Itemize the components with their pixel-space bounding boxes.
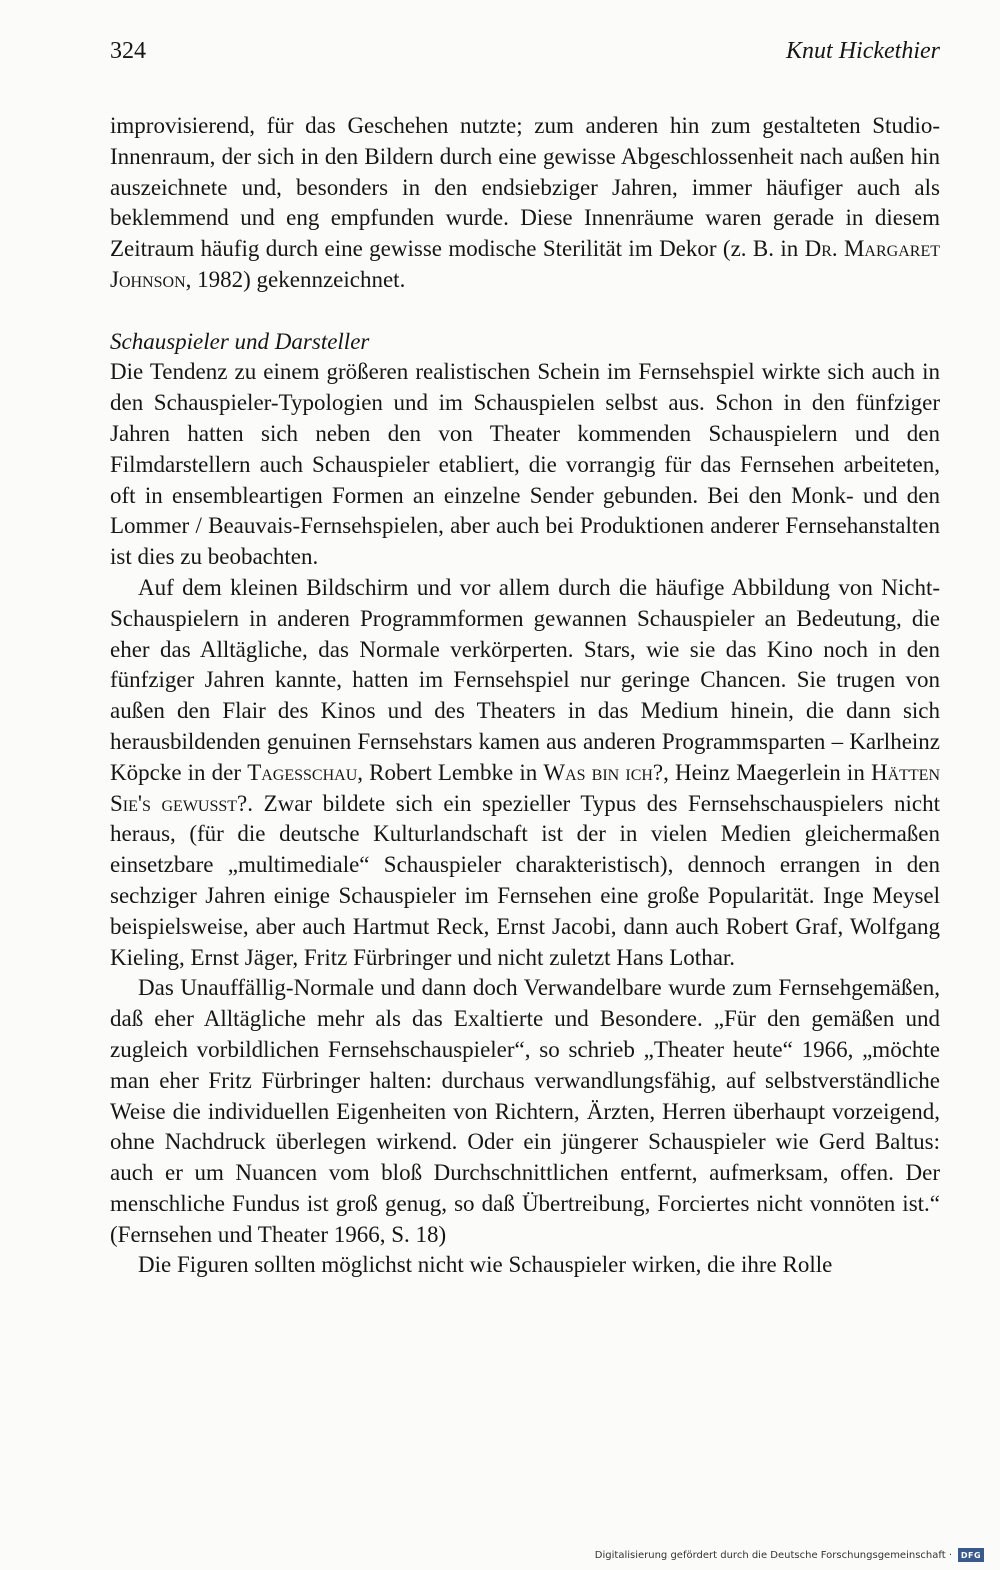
program-title: Was bin ich? <box>543 759 664 785</box>
dfg-logo: DFG <box>958 1548 984 1562</box>
credit-text: Digitalisierung gefördert durch die Deutsche Forschungsgemeinschaft · <box>594 1549 952 1561</box>
program-title: Hätten Sie's gewusst? <box>110 759 940 816</box>
paragraph-continuation <box>110 111 940 296</box>
paragraph <box>110 573 940 973</box>
text-run: . Zwar bildete sich ein spezieller Typus des Fernsehschauspielers nicht heraus, (für die deutsche Kulturlandschaft ist der in vielen Medien gleichermaßen einsetzbare „multimediale“ Schauspieler charakteristisch), dennoch errangen in den sechziger Jahren einige Schauspieler im Fernsehen eine große Popularität. Inge Meysel beispielsweise, aber auch Hartmut Reck, Ernst Jacobi, dann auch Robert Graf, Wolfgang Kieling, Ernst Jäger, Fritz Fürbringer und nicht zuletzt Hans Lothar. <box>110 790 940 970</box>
text-run: , Robert Lembke in <box>357 759 544 785</box>
paragraph: Das Unauffällig-Normale und dann doch Verwandelbare wurde zum Fernsehgemäßen, daß eher Alltägliche mehr als das Exaltierte und Besondere. „Für den gemäßen und zugleich vorbildlichen Fernsehschauspieler“, so schrieb „Theater heute“ 1966, „möchte man eher Fritz Fürbringer halten: durchaus verwandlungsfähig, auf selbstverständliche Weise die individuellen Eigenheiten von Richtern, Ärzten, Herren überhaupt vorzeigend, ohne Nachdruck überlegen wirkend. Oder ein jüngerer Schauspieler wie Gerd Baltus: auch er um Nuancen vom bloß Durchschnittlichen entfernt, aufmerksam, offen. Der menschliche Fundus ist groß genug, so daß Übertreibung, Forciertes nicht vonnöten ist.“ (Fernsehen und Theater 1966, S. 18) <box>110 975 940 1247</box>
page-number: 324 <box>110 38 146 64</box>
running-head-author: Knut Hickethier <box>786 38 940 64</box>
text-run: , 1982) gekennzeichnet. <box>185 266 406 292</box>
text-run: improvisierend, für das Geschehen nutzte; zum anderen hin zum gestalteten Studio-Innenraum, der sich in den Bildern durch eine gewisse Abgeschlossenheit nach außen hin auszeichnete und, besonders in den endsiebziger Jahren, immer häufiger auch als beklemmend und eng empfunden wurde. Diese Innenräume waren gerade in diesem Zeitraum häufig durch eine gewisse modische Sterilität im Dekor (z. B. in <box>110 113 940 262</box>
text-run: Auf dem kleinen Bildschirm und vor allem durch die häufige Abbildung von Nicht-Schauspielern in anderen Programmformen gewannen Schauspieler an Bedeutung, die eher das Alltägliche, das Normale verkörperten. Stars, wie sie das Kino noch in den fünfziger Jahren kannte, hatten im Fernsehspiel nur geringe Chancen. Sie trugen von außen den Flair des Kinos und des Theaters in das Medium hinein, die dann sich herausbildenden genuinen Fernsehstars kamen aus anderen Programmsparten – Karlheinz Köpcke in der <box>110 574 940 785</box>
page-header <box>110 38 940 78</box>
body-text <box>110 111 940 1281</box>
program-title: Tagesschau <box>247 759 358 785</box>
section-heading: Schauspieler und Darsteller <box>110 328 370 354</box>
digitization-credit <box>595 1546 984 1564</box>
work-title: Dr. Margaret Johnson <box>110 236 940 292</box>
paragraph: Die Tendenz zu einem größeren realistischen Schein im Fernsehspiel wirkte sich auch in den Schauspieler-Typologien und im Schauspielen selbst aus. Schon in den fünfziger Jahren hatten sich neben den von Theater kommenden Schauspielern und den Filmdarstellern auch Schauspieler etabliert, die vorrangig für das Fernsehen arbeiteten, oft in ensembleartigen Formen an einzelne Sender gebunden. Bei den Monk- und den Lommer / Beauvais-Fernsehspielen, aber auch bei Produktionen anderer Fernsehanstalten ist dies zu beobachten. <box>110 359 940 570</box>
paragraph: Die Figuren sollten möglichst nicht wie Schauspieler wirken, die ihre Rolle <box>138 1252 833 1278</box>
text-run: , Heinz Maegerlein in <box>663 759 871 785</box>
